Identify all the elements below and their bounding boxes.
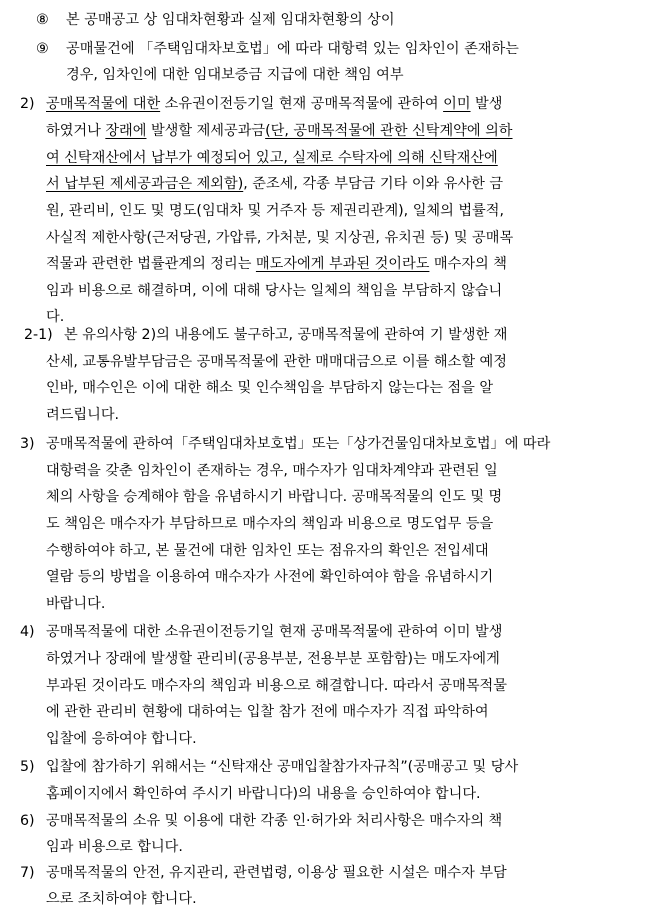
item-8-line-1: 본 공매공고 상 임대차현황과 실제 임대차현황의 상이 bbox=[66, 12, 395, 28]
item-2-underlined-text: 공매목적물에 대한 bbox=[46, 96, 161, 112]
item-9-line-2: 경우, 임차인에 대한 임대보증금 지급에 대한 책임 여부 bbox=[66, 67, 404, 83]
item-2-1-marker: 2-1) bbox=[24, 327, 53, 343]
item-6-line-1: 공매목적물의 소유 및 이용에 대한 각종 인·허가와 처리사항은 매수자의 책 bbox=[46, 813, 503, 829]
item-2-line-7 bbox=[46, 254, 507, 274]
item-2-underlined-text: 장래에 bbox=[105, 123, 147, 139]
item-2-line-1 bbox=[46, 94, 502, 114]
item-3-line-7: 바랍니다. bbox=[46, 596, 106, 612]
item-7-line-1: 공매목적물의 안전, 유지관리, 관련법령, 이용상 필요한 시설은 매수자 부담 bbox=[46, 865, 507, 881]
item-3-line-5: 수행하여야 하고, 본 물건에 대한 임차인 또는 점유자의 확인은 전입세대 bbox=[46, 543, 489, 559]
item-2-text: 매수자의 책 bbox=[429, 256, 507, 272]
item-7-marker: 7) bbox=[20, 865, 35, 881]
item-2-1-line-4: 려드립니다. bbox=[46, 407, 120, 423]
item-2-underlined-text: 이미 bbox=[443, 96, 471, 112]
item-2-1-line-2: 산세, 교통유발부담금은 공매목적물에 관한 매매대금으로 이를 해소할 예정 bbox=[46, 354, 507, 370]
item-2-line-4 bbox=[46, 174, 503, 194]
item-2-line-9: 다. bbox=[46, 309, 65, 325]
item-2-1-line-3: 인바, 매수인은 이에 대한 해소 및 인수책임을 부담하지 않는다는 점을 알 bbox=[46, 380, 494, 396]
item-9-line-1: 공매물건에 「주택임대차보호법」에 따라 대항력 있는 임차인이 존재하는 bbox=[66, 41, 519, 57]
item-4-line-4: 에 관한 관리비 현황에 대하여는 입찰 참가 전에 매수자가 직접 파악하여 bbox=[46, 704, 489, 720]
item-8-marker: ⑧ bbox=[36, 12, 49, 28]
item-4-line-3: 부과된 것이라도 매수자의 책임과 비용으로 해결합니다. 따라서 공매목적물 bbox=[46, 678, 507, 694]
item-2-text: 적물과 관련한 법률관계의 정리는 bbox=[46, 256, 256, 272]
item-3-line-1: 공매목적물에 관하여「주택임대차보호법」또는「상가건물임대차보호법」에 따라 bbox=[46, 436, 551, 452]
item-2-1-line-1: 본 유의사항 2)의 내용에도 불구하고, 공매목적물에 관하여 기 발생한 재 bbox=[64, 327, 508, 343]
item-2-underlined-text: (단, 공매목적물에 관한 신탁계약에 의하 bbox=[265, 123, 513, 139]
item-2-marker: 2) bbox=[20, 96, 35, 112]
item-3-line-3: 체의 사항을 승계해야 함을 유념하시기 바랍니다. 공매목적물의 인도 및 명 bbox=[46, 489, 503, 505]
item-2-underlined-text: 매도자에게 부과된 것이라도 bbox=[255, 256, 430, 272]
item-9-marker: ⑨ bbox=[36, 41, 49, 57]
item-2-line-8: 임과 비용으로 해결하며, 이에 대해 당사는 일체의 책임을 부담하지 않습니 bbox=[46, 283, 503, 299]
item-2-line-6: 사실적 제한사항(근저당권, 가압류, 가처분, 및 지상권, 유치권 등) 및 공매목 bbox=[46, 230, 514, 246]
item-6-marker: 6) bbox=[20, 813, 35, 829]
item-4-line-5: 입찰에 응하여야 합니다. bbox=[46, 731, 197, 747]
item-2-line-3 bbox=[46, 148, 498, 168]
item-2-text: 하였거나 bbox=[46, 123, 106, 139]
item-2-text: , 준조세, 각종 부담금 기타 이와 유사한 금 bbox=[243, 176, 504, 192]
item-3-line-4: 도 책임은 매수자가 부담하므로 매수자의 책임과 비용으로 명도업무 등을 bbox=[46, 516, 494, 532]
item-2-line-2 bbox=[46, 121, 513, 141]
item-2-text: 발생 bbox=[470, 96, 503, 112]
item-2-underlined-text: 서 납부된 제세공과금은 제외함) bbox=[46, 176, 244, 192]
item-5-line-1: 입찰에 참가하기 위해서는 “신탁재산 공매입찰참가자규칙”(공매공고 및 당사 bbox=[46, 759, 519, 775]
item-6-line-2: 임과 비용으로 합니다. bbox=[46, 839, 183, 855]
item-2-underlined-text: 여 신탁재산에서 납부가 예정되어 있고, 실제로 수탁자에 의해 신탁재산에 bbox=[46, 150, 498, 166]
item-2-text: 소유권이전등기일 현재 공매목적물에 관하여 bbox=[160, 96, 444, 112]
item-7-line-2: 으로 조치하여야 합니다. bbox=[46, 891, 197, 907]
item-2-line-5: 원, 관리비, 인도 및 명도(임대차 및 거주자 등 제권리관계), 일체의 법률적, bbox=[46, 203, 504, 219]
item-5-line-2: 홈페이지에서 확인하여 주시기 바랍니다)의 내용을 승인하여야 합니다. bbox=[46, 786, 481, 802]
item-5-marker: 5) bbox=[20, 759, 35, 775]
item-4-line-1: 공매목적물에 대한 소유권이전등기일 현재 공매목적물에 관하여 이미 발생 bbox=[46, 624, 503, 640]
item-4-line-2: 하였거나 장래에 발생할 관리비(공용부분, 전용부분 포함함)는 매도자에게 bbox=[46, 651, 500, 667]
item-3-line-2: 대항력을 갖춘 임차인이 존재하는 경우, 매수자가 임대차계약과 관련된 일 bbox=[46, 463, 498, 479]
item-4-marker: 4) bbox=[20, 624, 35, 640]
item-3-marker: 3) bbox=[20, 436, 35, 452]
item-3-line-6: 열람 등의 방법을 이용하여 매수자가 사전에 확인하여야 함을 유념하시기 bbox=[46, 569, 494, 585]
item-2-text: 발생할 제세공과금 bbox=[146, 123, 266, 139]
